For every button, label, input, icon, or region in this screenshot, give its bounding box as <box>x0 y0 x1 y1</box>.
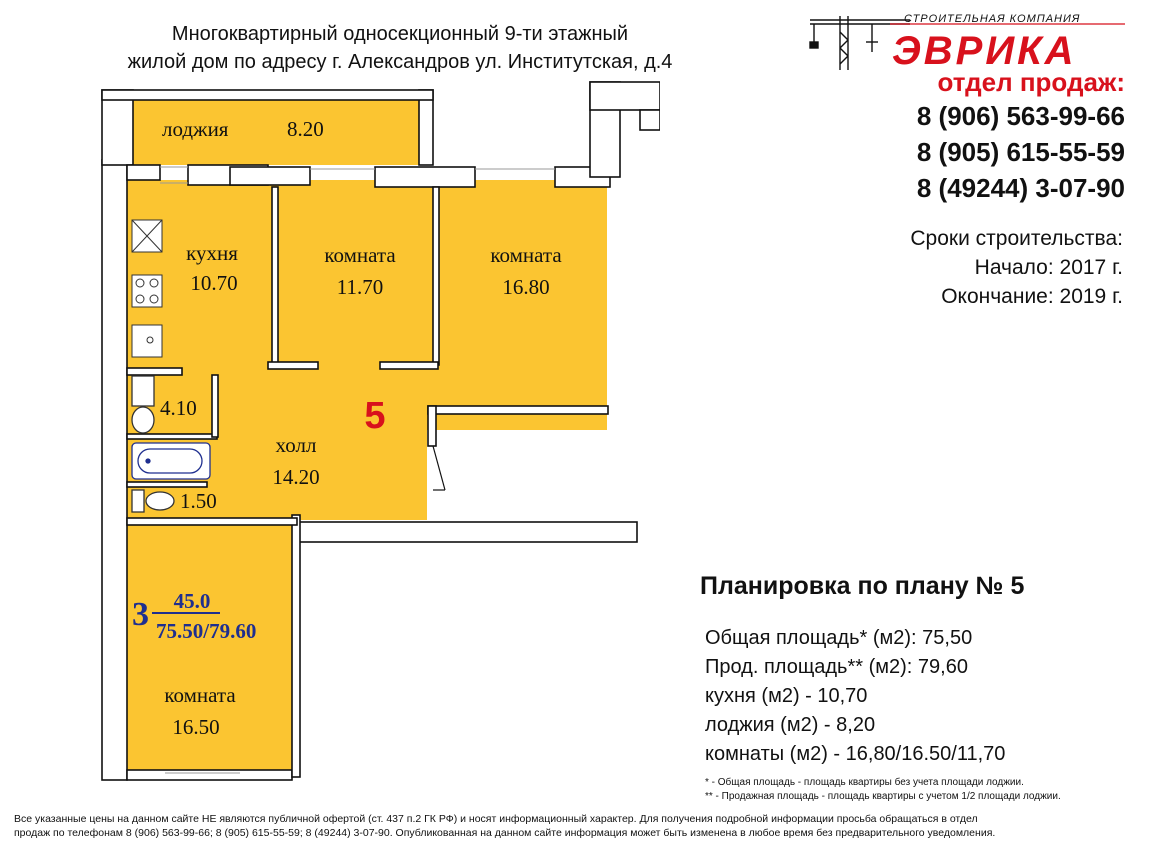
footnote: ** - Продажная площадь - площадь квартиры с учетом 1/2 площади лоджии. <box>705 791 1061 802</box>
building-title-line1: Многоквартирный односекционный 9-ти этажный <box>171 23 629 45</box>
total-areas: 75.50/79.60 <box>156 619 257 643</box>
summary-line: Общая площадь* (м2): 75,50 <box>705 627 973 649</box>
room3-area: 16.50 <box>172 715 220 739</box>
kitchen-label: кухня <box>186 241 238 265</box>
terms-heading: Сроки строительства: <box>910 227 1123 250</box>
floor-plan <box>0 70 660 800</box>
terms-end: Окончание: 2019 г. <box>941 285 1123 308</box>
apartment-number: 5 <box>364 395 386 437</box>
kitchen-area: 10.70 <box>190 271 238 295</box>
hall-label: холл <box>275 433 317 457</box>
summary-line: лоджия (м2) - 8,20 <box>705 714 876 736</box>
bathroom-area: 4.10 <box>160 396 197 420</box>
loggia-label: лоджия <box>162 117 229 141</box>
disclaimer-line: Все указанные цены на данном сайте НЕ являются публичной офертой (ст. 437 п.2 ГК РФ) и носят информационный характер. Для получения подробной информации просьба обращаться в отдел <box>14 813 978 825</box>
room3-label: комната <box>164 683 236 707</box>
summary-line: Прод. площадь** (м2): 79,60 <box>705 656 968 678</box>
sales-phone: 8 (906) 563-99-66 <box>916 101 1125 131</box>
room2-area: 16.80 <box>502 275 550 299</box>
wc-area: 1.50 <box>180 489 217 513</box>
room1-label: комната <box>324 243 396 267</box>
hall-area: 14.20 <box>272 465 320 489</box>
sales-label: отдел продаж: <box>937 67 1125 97</box>
summary-line: комнаты (м2) - 16,80/16.50/11,70 <box>705 743 1006 765</box>
disclaimer <box>14 812 1144 840</box>
company-logo <box>800 12 1130 72</box>
disclaimer-line: продаж по телефонам 8 (906) 563-99-66; 8 (905) 615-55-59; 8 (49244) 3-07-90. Опубликованная на данном сайте информация может быть изменена в любое время без предварительного уведомления. <box>14 827 996 839</box>
kitchen-fixtures <box>132 220 162 357</box>
sales-contacts <box>860 66 1125 206</box>
logo-tagline: СТРОИТЕЛЬНАЯ КОМПАНИЯ <box>904 13 1081 25</box>
footnote: * - Общая площадь - площадь квартиры без учета площади лоджии. <box>705 777 1024 788</box>
summary-line: кухня (м2) - 10,70 <box>705 685 868 707</box>
rooms-count: 3 <box>132 596 149 633</box>
footnotes <box>705 776 1145 804</box>
logo-name: ЭВРИКА <box>892 29 1077 72</box>
sales-phone: 8 (49244) 3-07-90 <box>916 173 1125 203</box>
living-area: 45.0 <box>173 589 211 613</box>
area-summary <box>705 624 1135 769</box>
building-title-line2: жилой дом по адресу г. Александров ул. Институтская, д.4 <box>127 51 673 73</box>
terms-start: Начало: 2017 г. <box>974 256 1123 279</box>
building-title <box>60 20 740 76</box>
loggia-area: 8.20 <box>287 117 324 141</box>
plan-title: Планировка по плану № 5 <box>700 572 1025 600</box>
room2-label: комната <box>490 243 562 267</box>
entrance-door <box>433 446 445 490</box>
construction-terms <box>840 224 1123 311</box>
sales-phone: 8 (905) 615-55-59 <box>916 137 1125 167</box>
room1-area: 11.70 <box>336 275 384 299</box>
